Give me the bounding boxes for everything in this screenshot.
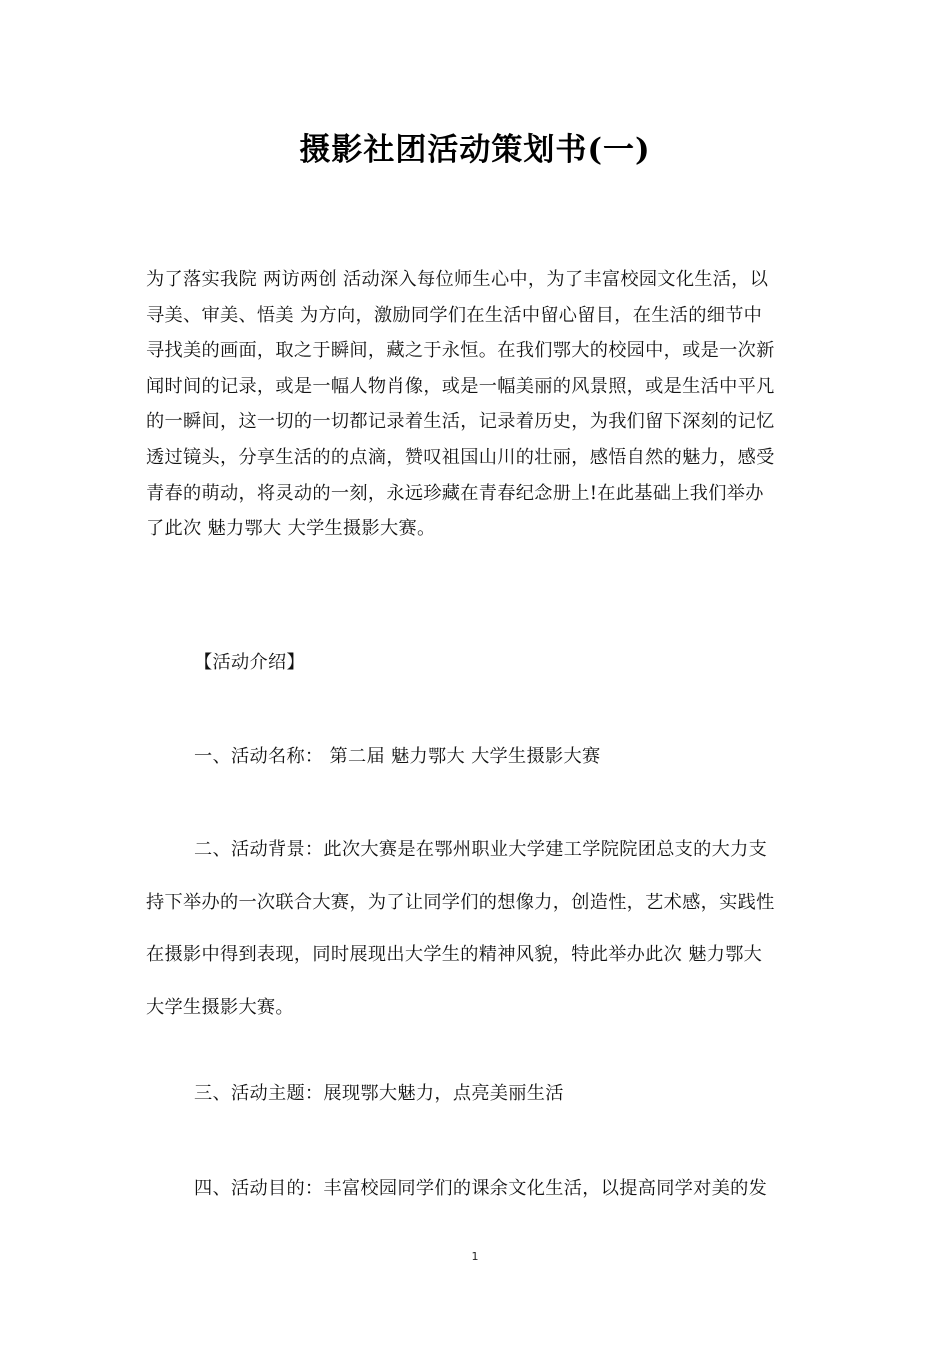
intro-line: 闻时间的记录，或是一幅人物肖像，或是一幅美丽的风景照，或是生活中平凡	[146, 375, 775, 397]
background-line: 二、活动背景：此次大赛是在鄂州职业大学建工学院院团总支的大力支	[194, 839, 768, 860]
item-activity-background	[146, 824, 806, 1034]
page-number: 1	[471, 1250, 479, 1263]
item-activity-name: 一、活动名称： 第二届 魅力鄂大 大学生摄影大赛	[194, 746, 601, 767]
item-activity-theme: 三、活动主题：展现鄂大魅力，点亮美丽生活	[194, 1083, 564, 1104]
intro-line: 寻美、审美、悟美 为方向，激励同学们在生活中留心留目，在生活的细节中	[146, 304, 763, 326]
background-line: 持下举办的一次联合大赛，为了让同学们的想像力，创造性，艺术感，实践性	[146, 891, 775, 913]
section-heading: 【活动介绍】	[194, 652, 305, 673]
item-activity-purpose: 四、活动目的：丰富校园同学们的课余文化生活，以提高同学对美的发	[194, 1178, 768, 1199]
document-title: 摄影社团活动策划书(一)	[299, 132, 651, 168]
intro-line: 为了落实我院 两访两创 活动深入每位师生心中，为了丰富校园文化生活，以	[146, 269, 769, 290]
background-line: 大学生摄影大赛。	[146, 996, 294, 1018]
intro-line: 了此次 魅力鄂大 大学生摄影大赛。	[146, 518, 436, 540]
intro-line: 青春的萌动，将灵动的一刻，永远珍藏在青春纪念册上!在此基础上我们举办	[146, 482, 764, 504]
intro-paragraph	[146, 262, 806, 547]
intro-line: 透过镜头，分享生活的的点滴，赞叹祖国山川的壮丽，感悟自然的魅力，感受	[146, 446, 775, 468]
background-line: 在摄影中得到表现，同时展现出大学生的精神风貌，特此举办此次 魅力鄂大	[146, 944, 763, 965]
intro-line: 的一瞬间，这一切的一切都记录着生活，记录着历史，为我们留下深刻的记忆	[146, 411, 775, 433]
intro-line: 寻找美的画面，取之于瞬间，藏之于永恒。在我们鄂大的校园中，或是一次新	[146, 340, 775, 362]
